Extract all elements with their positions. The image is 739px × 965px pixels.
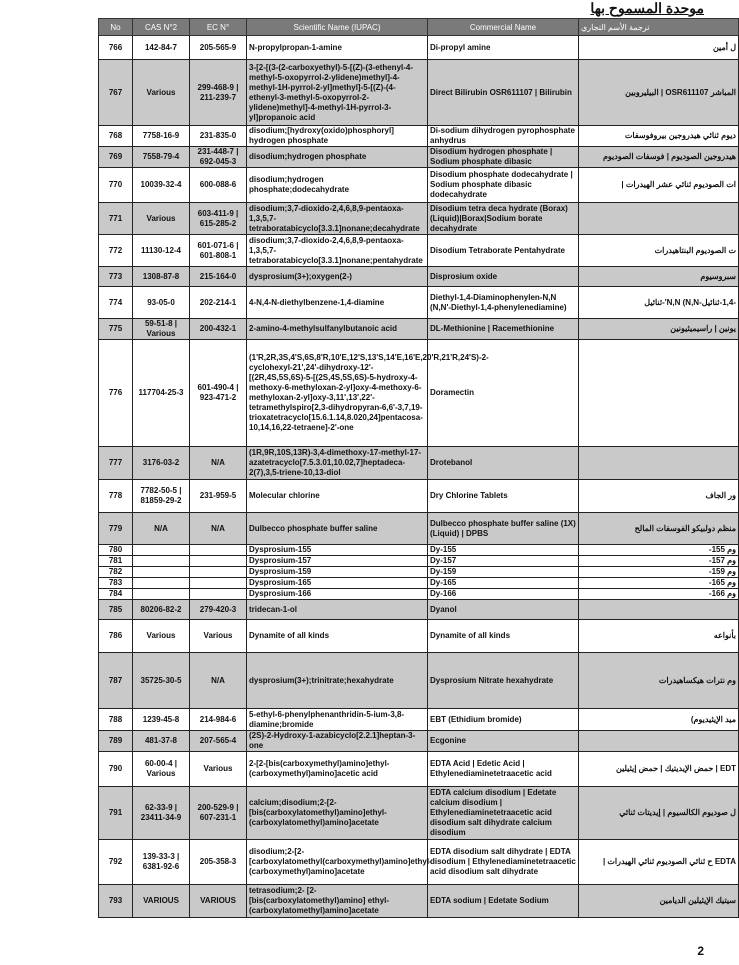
table-row [99,168,739,203]
cas-number [133,578,190,589]
ec-number: Various [190,752,247,787]
ec-number: 299-468-9 | 211-239-7 [190,60,247,126]
cas-number [133,567,190,578]
row-number: 772 [99,235,133,267]
row-number: 785 [99,600,133,620]
commercial-name: Disodium hydrogen phosphate | Sodium phosphate dibasic [428,147,579,168]
ec-number: 601-071-6 | 601-808-1 [190,235,247,267]
commercial-name: EDTA sodium | Edetate Sodium [428,885,579,918]
table-row [99,731,739,752]
table-row [99,235,739,267]
row-number: 778 [99,480,133,513]
header-no: No [99,19,133,36]
row-number: 780 [99,545,133,556]
arabic-name: ت الصوديوم البنتاهيدرات [579,235,739,267]
commercial-name: EDTA disodium salt dihydrate | EDTA disodium | Ethylenediaminetetraacetic acid disodium salt dihydrate [428,840,579,885]
commercial-name: Disprosium oxide [428,267,579,287]
table-row [99,556,739,567]
row-number: 775 [99,319,133,340]
ec-number: 205-565-9 [190,36,247,60]
arabic-name: ميد الإيثيديوم) [579,709,739,731]
commercial-name: Dy-157 [428,556,579,567]
commercial-name: Dy-166 [428,589,579,600]
arabic-name: وم 155- [579,545,739,556]
ec-number [190,578,247,589]
commercial-name: Disodium Tetraborate Pentahydrate [428,235,579,267]
cas-number: 62-33-9 | 23411-34-9 [133,787,190,840]
table-row [99,787,739,840]
scientific-name: 2-[2-[bis(carboxymethyl)amino]ethyl-(carboxymethyl)amino]acetic acid [247,752,428,787]
table-row [99,567,739,578]
cas-number: 35725-30-5 [133,653,190,709]
arabic-name: ور الجاف [579,480,739,513]
scientific-name: 5-ethyl-6-phenylphenanthridin-5-ium-3,8-diamine;bromide [247,709,428,731]
arabic-name [579,600,739,620]
row-number: 783 [99,578,133,589]
ec-number: 200-529-9 | 607-231-1 [190,787,247,840]
cas-number: 117704-25-3 [133,340,190,447]
header-ec: EC N° [190,19,247,36]
arabic-name: ديوم ثنائي هيدروجين بيروفوسفات [579,126,739,147]
cas-number: 60-00-4 | Various [133,752,190,787]
cas-number: Various [133,203,190,235]
table-row [99,578,739,589]
row-number: 788 [99,709,133,731]
scientific-name: disodium;hydrogen phosphate [247,147,428,168]
table-row [99,480,739,513]
row-number: 779 [99,513,133,545]
cas-number: 7782-50-5 | 81859-29-2 [133,480,190,513]
ec-number [190,556,247,567]
cas-number: 11130-12-4 [133,235,190,267]
commercial-name: Dy-165 [428,578,579,589]
commercial-name: Dy-155 [428,545,579,556]
arabic-name [579,447,739,480]
ec-number: 215-164-0 [190,267,247,287]
row-number: 774 [99,287,133,319]
row-number: 790 [99,752,133,787]
table-row [99,447,739,480]
scientific-name: disodium;hydrogen phosphate;dodecahydrate [247,168,428,203]
row-number: 769 [99,147,133,168]
commercial-name: Dry Chlorine Tablets [428,480,579,513]
ec-number: 601-490-4 | 923-471-2 [190,340,247,447]
commercial-name: Di-sodium dihydrogen pyrophosphate anhydrus [428,126,579,147]
row-number: 770 [99,168,133,203]
scientific-name: disodium;3,7-dioxido-2,4,6,8,9-pentaoxa-1,3,5,7-tetraboratabicyclo[3.3.1]nonane;pentahydrate [247,235,428,267]
ec-number [190,567,247,578]
table-row [99,203,739,235]
arabic-name: هيدروجين الصوديوم | فوسفات الصوديوم [579,147,739,168]
page-number: 2 [697,944,704,958]
arabic-name: EDT | حمض الإيديتيك | حمض إيثيلين [579,752,739,787]
table-row [99,545,739,556]
scientific-name: disodium;2-[2-[carboxylatomethyl(carboxymethyl)amino]ethyl-(carboxymethyl)amino]acetate [247,840,428,885]
table-row [99,147,739,168]
scientific-name: (1'R,2R,3S,4'S,6S,8'R,10'E,12'S,13'S,14'E,16'E,20'R,21'R,24'S)-2-cyclohexyl-21',24'-dihydroxy-12'-[(2R,4S,5S,6S)-5-[(2S,4S,5S,6S)-5-hydroxy-4-methoxy-6-methyloxan-2-yl]oxy-4-methoxy-6-methyloxan-2-yl]oxy-3,11',13',22'-tetramethylspiro[2,3-dihydropyran-6,6'-3,7,19-trioxatetracyclo[15.6.1.14,8.020,24]pentacosa-10,14,16,22-tetraene]-2'-one [247,340,428,447]
commercial-name: Di-propyl amine [428,36,579,60]
cas-number: 142-84-7 [133,36,190,60]
row-number: 784 [99,589,133,600]
row-number: 787 [99,653,133,709]
arabic-name [579,340,739,447]
arabic-name: ل صوديوم الكالسيوم | إيديتات ثنائي [579,787,739,840]
commercial-name: Doramectin [428,340,579,447]
row-number: 782 [99,567,133,578]
scientific-name: Dulbecco phosphate buffer saline [247,513,428,545]
ec-number: 600-088-6 [190,168,247,203]
scientific-name: 3-[2-[(3-(2-carboxyethyl)-5-[(Z)-(3-ethenyl-4-methyl-5-oxopyrrol-2-ylidene)methyl]-4-methyl-1H-pyrrol-2-yl]methyl]-5-[(Z)-(4-ethenyl-3-methyl-5-oxopyrrol-2-ylidene)methyl]-4-methyl-1H-pyrrol-3-yl]propanoic acid [247,60,428,126]
arabic-name: ل أمين [579,36,739,60]
ec-number: Various [190,620,247,653]
scientific-name: (1R,9R,10S,13R)-3,4-dimethoxy-17-methyl-17-azatetracyclo[7.5.3.01,10.02,7]heptadeca-2(7),3,5-triene-10,13-diol [247,447,428,480]
table-row [99,36,739,60]
ec-number: N/A [190,513,247,545]
header-commercial-name: Commercial Name [428,19,579,36]
arabic-name: وم نترات هيكساهيدرات [579,653,739,709]
scientific-name: Dysprosium-159 [247,567,428,578]
table-row [99,513,739,545]
arabic-name: سيتيك الإيثيلين الديامين [579,885,739,918]
row-number: 792 [99,840,133,885]
commercial-name: EDTA calcium disodium | Edetate calcium disodium | Ethylenediaminetetraacetic acid disodium salt dihydrate calcium disodium [428,787,579,840]
arabic-name: وم 165- [579,578,739,589]
ec-number: 205-358-3 [190,840,247,885]
arabic-name: -1,4-ثنائيل-N,N (N,N'-ثنائيل [579,287,739,319]
scientific-name: Molecular chlorine [247,480,428,513]
scientific-name: Dysprosium-155 [247,545,428,556]
cas-number: 1308-87-8 [133,267,190,287]
commercial-name: Ecgonine [428,731,579,752]
ec-number: 231-959-5 [190,480,247,513]
header-scientific-name: Scientific Name (IUPAC) [247,19,428,36]
scientific-name: calcium;disodium;2-[2-[bis(carboxylatomethyl)amino]ethyl-(carboxylatomethyl)amino]acetate [247,787,428,840]
scientific-name: N-propylpropan-1-amine [247,36,428,60]
table-row [99,340,739,447]
ec-number: 603-411-9 | 615-285-2 [190,203,247,235]
scientific-name: Dysprosium-166 [247,589,428,600]
table-row [99,653,739,709]
scientific-name: 2-amino-4-methylsulfanylbutanoic acid [247,319,428,340]
cas-number: VARIOUS [133,885,190,918]
table-row [99,60,739,126]
scientific-name: Dynamite of all kinds [247,620,428,653]
commercial-name: Diethyl-1,4-Diaminophenylen-N,N (N,N'-Diethyl-1,4-phenylenediamine) [428,287,579,319]
cas-number [133,556,190,567]
ec-number: N/A [190,653,247,709]
cas-number: 481-37-8 [133,731,190,752]
ec-number [190,589,247,600]
scientific-name: 4-N,4-N-diethylbenzene-1,4-diamine [247,287,428,319]
table-row [99,589,739,600]
cas-number: 139-33-3 | 6381-92-6 [133,840,190,885]
arabic-name: سبروسيوم [579,267,739,287]
scientific-name: dysprosium(3+);oxygen(2-) [247,267,428,287]
ec-number: 231-448-7 | 692-045-3 [190,147,247,168]
cas-number: 7558-79-4 [133,147,190,168]
cas-number: 10039-32-4 [133,168,190,203]
ec-number: 202-214-1 [190,287,247,319]
row-number: 786 [99,620,133,653]
arabic-name: وم 159- [579,567,739,578]
scientific-name: Dysprosium-165 [247,578,428,589]
header-cas: CAS N°2 [133,19,190,36]
commercial-name: Drotebanol [428,447,579,480]
scientific-name: Dysprosium-157 [247,556,428,567]
arabic-name: يونين | راسيميثيونين [579,319,739,340]
row-number: 791 [99,787,133,840]
row-number: 773 [99,267,133,287]
commercial-name: DL-Methionine | Racemethionine [428,319,579,340]
row-number: 793 [99,885,133,918]
row-number: 766 [99,36,133,60]
cas-number: N/A [133,513,190,545]
page-title: موحدة المسموح بها [590,0,704,16]
commercial-name: Dysprosium Nitrate hexahydrate [428,653,579,709]
table-header-row [99,19,739,36]
ec-number: 231-835-0 [190,126,247,147]
arabic-name: ات الصوديوم ثنائي عشر الهيدرات | [579,168,739,203]
ec-number: 214-984-6 [190,709,247,731]
commercial-name: EDTA Acid | Edetic Acid | Ethylenediaminetetraacetic acid [428,752,579,787]
ec-number: 200-432-1 [190,319,247,340]
scientific-name: tetrasodium;2- [2-[bis(carboxylatomethyl)amino] ethyl-(carboxylatomethyl)amino]acetate [247,885,428,918]
commercial-name: Dy-159 [428,567,579,578]
table-row [99,885,739,918]
arabic-name: وم 157- [579,556,739,567]
arabic-name [579,203,739,235]
arabic-name [579,731,739,752]
ec-number: N/A [190,447,247,480]
commercial-name: Dynamite of all kinds [428,620,579,653]
row-number: 771 [99,203,133,235]
row-number: 768 [99,126,133,147]
cas-number: 80206-82-2 [133,600,190,620]
commercial-name: Disodium phosphate dodecahydrate | Sodium phosphate dibasic dodecahydrate [428,168,579,203]
cas-number [133,545,190,556]
row-number: 776 [99,340,133,447]
substances-table [98,18,739,918]
table-row [99,840,739,885]
row-number: 781 [99,556,133,567]
table-row [99,126,739,147]
arabic-name: وم 166- [579,589,739,600]
cas-number: Various [133,60,190,126]
ec-number: 207-565-4 [190,731,247,752]
cas-number: 59-51-8 | Various [133,319,190,340]
table-row [99,709,739,731]
scientific-name: (2S)-2-Hydroxy-1-azabicyclo[2.2.1]heptan-3-one [247,731,428,752]
cas-number: 3176-03-2 [133,447,190,480]
table-row [99,319,739,340]
cas-number: 93-05-0 [133,287,190,319]
table-row [99,620,739,653]
cas-number: 7758-16-9 [133,126,190,147]
ec-number: 279-420-3 [190,600,247,620]
commercial-name: Dulbecco phosphate buffer saline (1X) (Liquid) | DPBS [428,513,579,545]
cas-number: 1239-45-8 [133,709,190,731]
scientific-name: disodium;[hydroxy(oxido)phosphoryl] hydrogen phosphate [247,126,428,147]
row-number: 777 [99,447,133,480]
commercial-name: Disodium tetra deca hydrate (Borax) (Liquid)|Borax|Sodium borate decahydrate [428,203,579,235]
row-number: 789 [99,731,133,752]
commercial-name: Dyanol [428,600,579,620]
commercial-name: EBT (Ethidium bromide) [428,709,579,731]
cas-number: Various [133,620,190,653]
scientific-name: disodium;3,7-dioxido-2,4,6,8,9-pentaoxa-1,3,5,7-tetraboratabicyclo[3.3.1]nonane;decahydrate [247,203,428,235]
arabic-name: منظم دولبيكو الفوسفات المالح [579,513,739,545]
arabic-name: بأنواعه [579,620,739,653]
table-row [99,752,739,787]
table-row [99,600,739,620]
commercial-name: Direct Bilirubin OSR611107 | Bilirubin [428,60,579,126]
cas-number [133,589,190,600]
ec-number [190,545,247,556]
arabic-name: المباشر OSR611107 | البيليروبين [579,60,739,126]
header-arabic-name: ترجمة الأسم التجاري [579,19,739,36]
scientific-name: dysprosium(3+);trinitrate;hexahydrate [247,653,428,709]
table-row [99,287,739,319]
arabic-name: EDTA ح ثنائي الصوديوم ثنائي الهيدرات | [579,840,739,885]
ec-number: VARIOUS [190,885,247,918]
table-row [99,267,739,287]
row-number: 767 [99,60,133,126]
scientific-name: tridecan-1-ol [247,600,428,620]
